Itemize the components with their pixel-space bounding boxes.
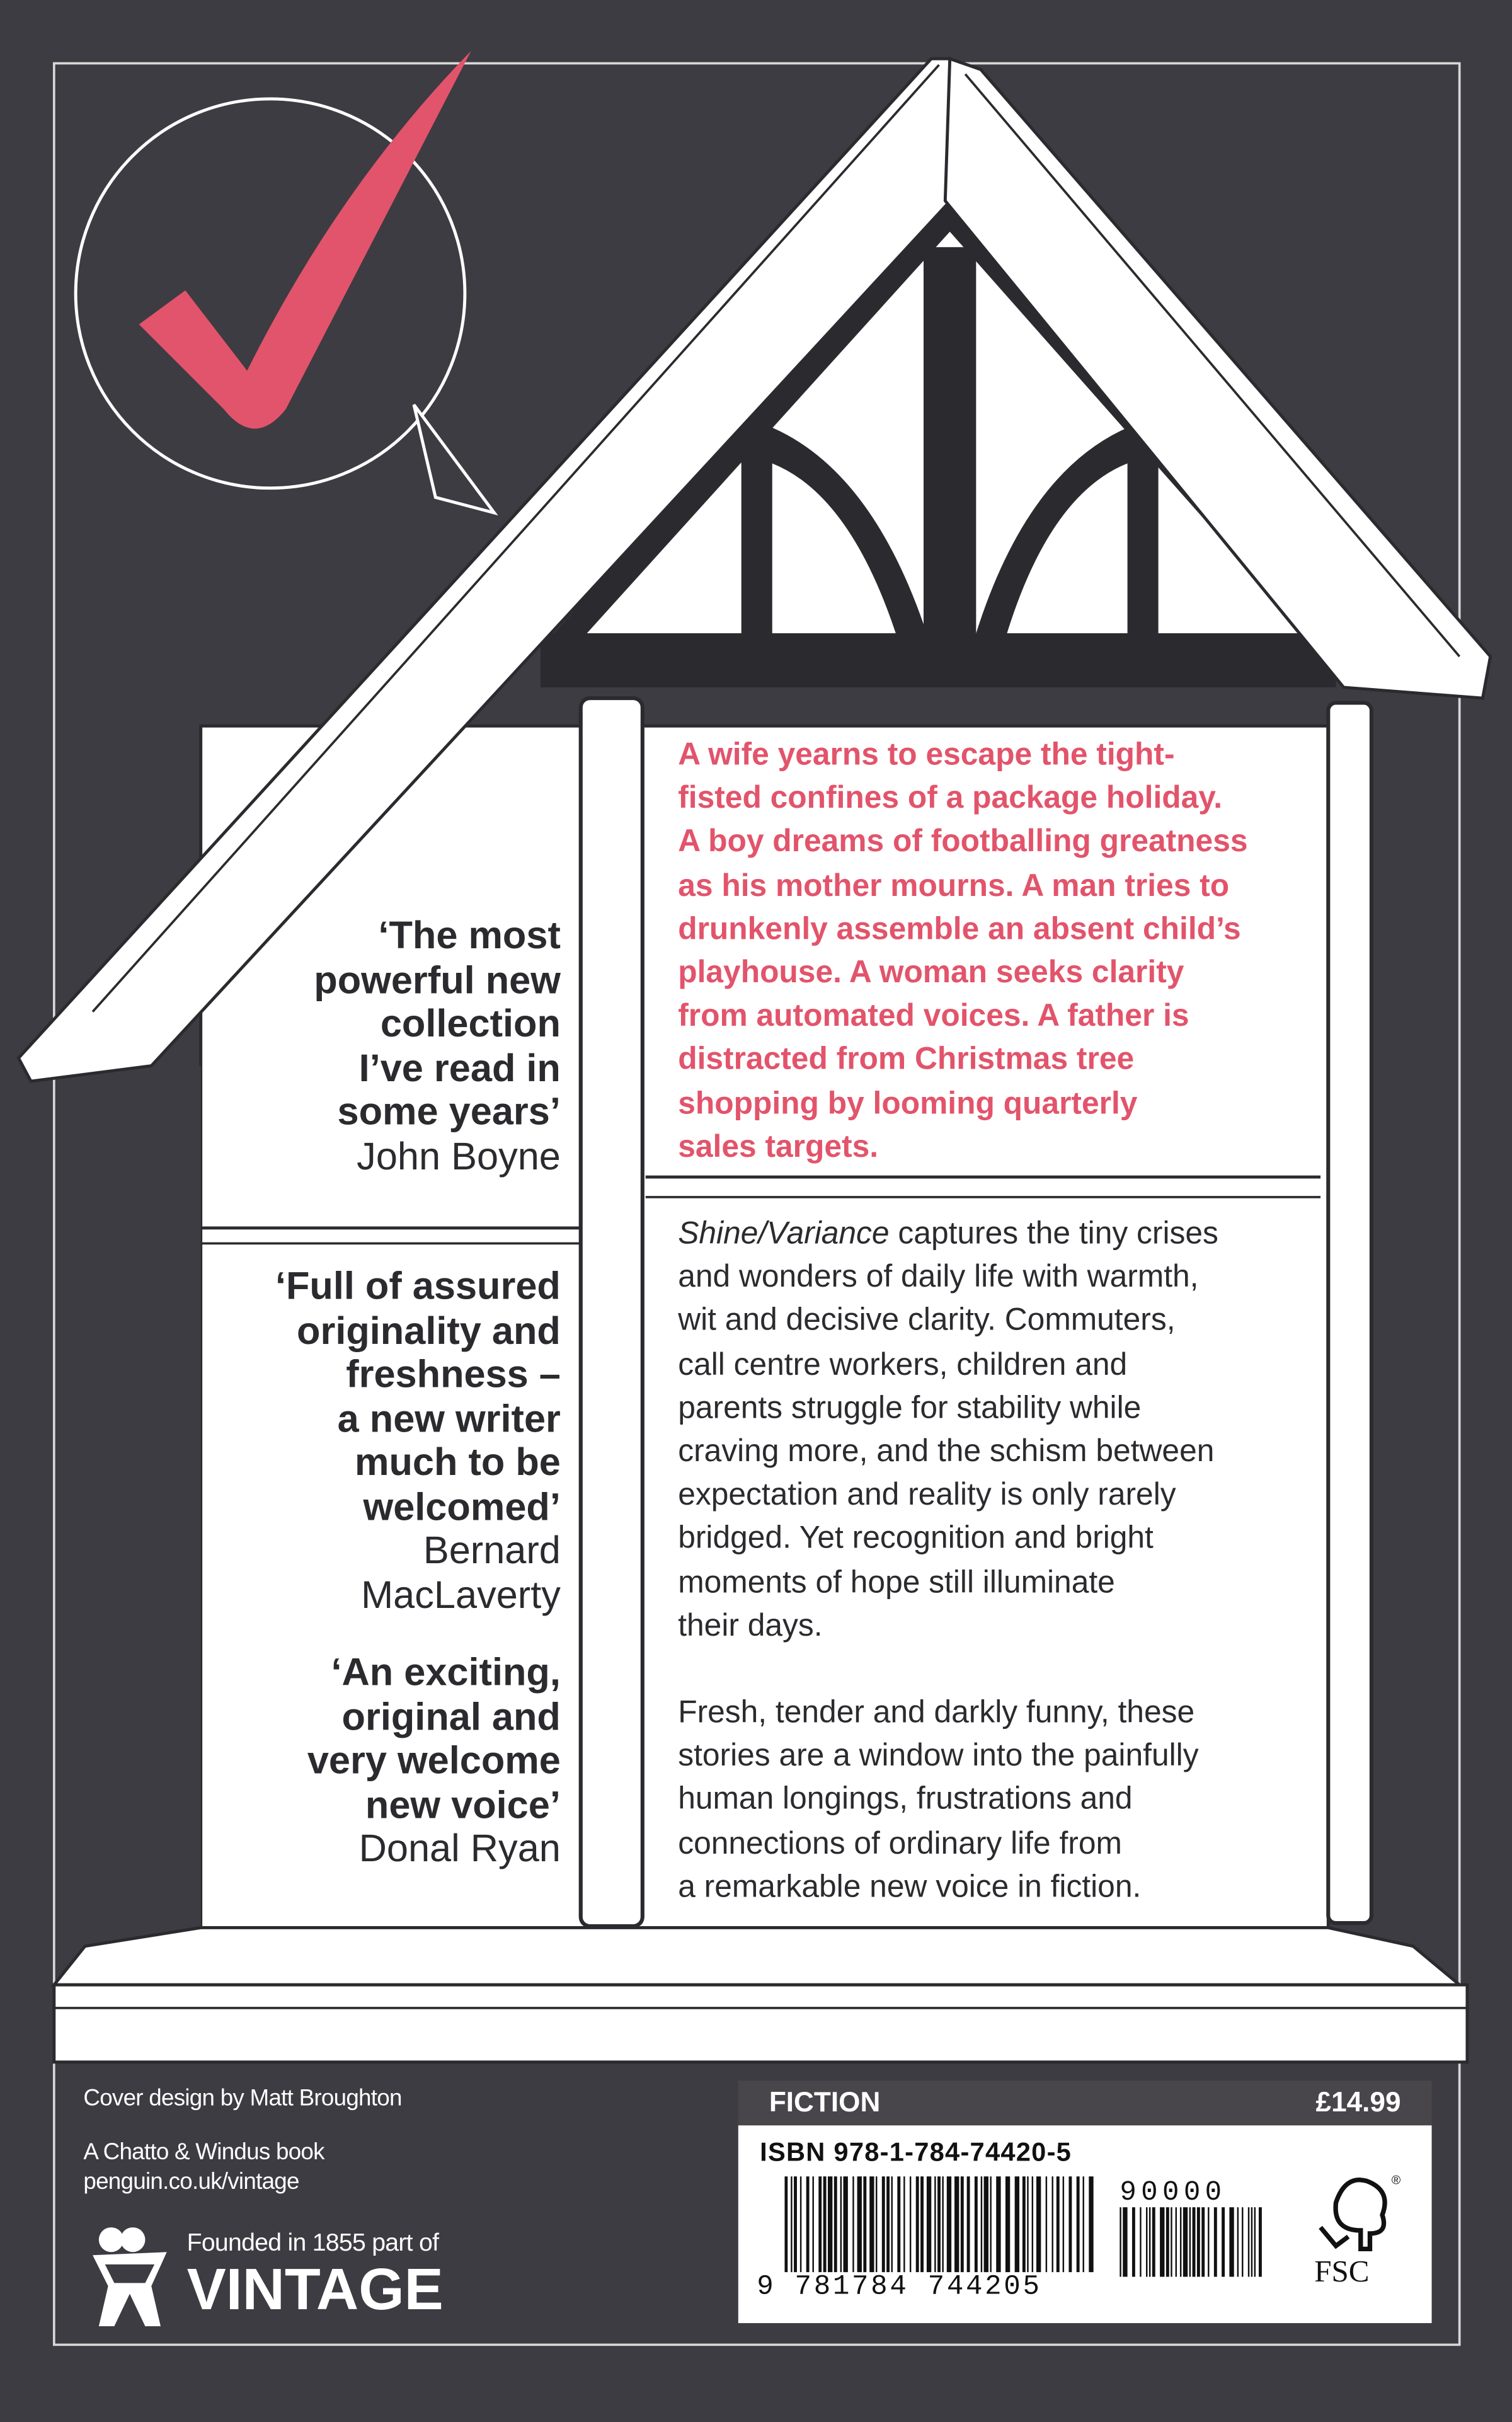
barcode-bar (886, 2176, 890, 2272)
barcode-bar (1251, 2207, 1252, 2276)
price: £14.99 (1315, 2086, 1401, 2118)
blurb-line: moments of hope still illuminate (678, 1565, 1115, 1600)
blurb-line: wit and decisive clarity. Commuters, (678, 1304, 1176, 1338)
barcode-bar (954, 2176, 959, 2272)
barcode-bar (876, 2176, 877, 2272)
quote-line: welcomed’ (363, 1485, 561, 1529)
barcode-bar (891, 2176, 893, 2272)
barcode-header (738, 2081, 1432, 2125)
quote-line: original and (341, 1695, 561, 1739)
barcode-bar (1068, 2176, 1072, 2272)
blurb-paragraph-2 (678, 1691, 1311, 1909)
barcode-bar (1166, 2207, 1169, 2276)
svg-text:®: ® (1391, 2173, 1401, 2188)
barcode-bar (1208, 2207, 1209, 2276)
barcode-bar (1171, 2207, 1172, 2276)
vintage-wordmark: VINTAGE (186, 2258, 444, 2324)
quote-line: ‘Full of assured (275, 1265, 561, 1309)
quote-line: some years’ (337, 1090, 561, 1134)
category-label: FICTION (769, 2086, 881, 2118)
barcode-bar (844, 2176, 848, 2272)
barcode-bar (937, 2176, 941, 2272)
barcode-bar (1229, 2207, 1234, 2276)
barcode-bar (882, 2176, 885, 2272)
barcode-bar (1193, 2207, 1196, 2276)
barcode-bar (984, 2176, 988, 2272)
barcode-bar (1254, 2207, 1256, 2276)
barcode-bar (857, 2176, 862, 2272)
quote-author: John Boyne (357, 1134, 561, 1178)
quote-author: Donal Ryan (358, 1827, 561, 1871)
barcode-bar (910, 2176, 911, 2272)
barcode-bar (1183, 2207, 1188, 2276)
base-platform (54, 1985, 1467, 2062)
barcode-bar (1197, 2207, 1200, 2276)
blurb-highlight (678, 733, 1311, 1169)
blurb-line: and wonders of daily life with warmth, (678, 1260, 1199, 1295)
barcode-bar (1222, 2207, 1225, 2276)
barcode-bar (1201, 2207, 1205, 2276)
barcode-bar (834, 2176, 837, 2272)
barcode-bar (920, 2176, 924, 2272)
blurb-line: as his mother mourns. A man tries to (678, 869, 1230, 904)
quote-author (190, 1529, 561, 1617)
barcode-bar (1057, 2176, 1060, 2272)
quote-line: powerful new (314, 958, 561, 1002)
review-quotes (190, 914, 561, 1905)
blurb-line: captures the tiny crises (898, 1217, 1218, 1251)
barcode-bar (818, 2176, 822, 2272)
barcode-bar (1237, 2207, 1239, 2276)
checkmark-icon (139, 51, 471, 428)
barcode-bar (947, 2176, 951, 2272)
barcode-bar (1149, 2207, 1150, 2276)
barcode-bar (1077, 2176, 1080, 2272)
fsc-tree-icon (1302, 2169, 1411, 2261)
barcode-bar (791, 2176, 792, 2272)
quote-line: a new writer (337, 1397, 561, 1441)
quote-line: much to be (355, 1441, 561, 1484)
column-right (1328, 703, 1372, 1923)
blurb-line: sales targets. (678, 1130, 879, 1165)
barcode-bar (1083, 2176, 1084, 2272)
quote-line: new voice’ (365, 1783, 561, 1827)
blurb-line: stories are a window into the painfully (678, 1739, 1199, 1774)
barcode-bar (990, 2176, 991, 2272)
barcode-bar (1189, 2207, 1191, 2276)
barcode-bar (1032, 2176, 1033, 2272)
book-title: Shine/Variance (678, 1217, 890, 1251)
barcode-bar (1051, 2176, 1053, 2272)
blurb-line: A boy dreams of footballing greatness (678, 825, 1248, 860)
barcode-bar (1089, 2176, 1093, 2272)
barcode-bar (806, 2176, 810, 2272)
vintage-logo-icon (83, 2224, 176, 2326)
barcode-bar (1242, 2207, 1243, 2276)
barcode-bar (1214, 2207, 1217, 2276)
barcode-bar (812, 2176, 813, 2272)
barcode-bar (1120, 2207, 1121, 2276)
checkmark-bubble-icon (76, 51, 494, 513)
quote-line: originality and (297, 1309, 561, 1353)
barcode-bar (942, 2176, 943, 2272)
quote-3 (190, 1651, 561, 1827)
barcode-bar (1036, 2176, 1041, 2272)
barcode-bar (840, 2176, 842, 2272)
column-left (581, 698, 643, 1926)
barcode-bar (1046, 2176, 1047, 2272)
barcode-bar (1176, 2207, 1177, 2276)
barcode-bar (1063, 2176, 1064, 2272)
quote-line: ‘The most (378, 914, 561, 958)
quote-2 (190, 1265, 561, 1529)
quote-line: very welcome (307, 1739, 561, 1783)
barcode-bar (1180, 2207, 1181, 2276)
barcode-bar (916, 2176, 919, 2272)
blurb-line: expectation and reality is only rarely (678, 1478, 1176, 1513)
author-line: Bernard (423, 1529, 561, 1573)
blurb-line: connections of ordinary life from (678, 1827, 1122, 1861)
barcode-bar (1259, 2207, 1262, 2276)
barcode-bar (1248, 2207, 1249, 2276)
barcode-bar (1015, 2176, 1019, 2272)
quote-line: collection (380, 1002, 561, 1046)
barcode-bar (1140, 2207, 1141, 2276)
blurb-line: bridged. Yet recognition and bright (678, 1522, 1154, 1556)
barcode-bar (800, 2176, 801, 2272)
isbn-text: ISBN 978-1-784-74420-5 (760, 2137, 1072, 2167)
blurb-line: Fresh, tender and darkly funny, these (678, 1696, 1195, 1730)
quote-line: I’ve read in (358, 1046, 561, 1090)
blurb-line: A wife yearns to escape the tight- (678, 738, 1175, 772)
imprint: A Chatto & Windus book (83, 2139, 324, 2166)
author-line: MacLaverty (361, 1573, 561, 1617)
blurb-line: fisted confines of a package holiday. (678, 781, 1223, 816)
blurb-line: a remarkable new voice in fiction. (678, 1870, 1142, 1905)
barcode-bar (863, 2176, 866, 2272)
barcode-bar (981, 2176, 982, 2272)
blurb-line: from automated voices. A father is (678, 999, 1189, 1034)
barcode-bar (1132, 2207, 1135, 2276)
barcode-body (738, 2125, 1432, 2323)
blurb-line: distracted from Christmas tree (678, 1043, 1135, 1077)
barcode-bar (1123, 2207, 1127, 2276)
quote-line: freshness – (346, 1353, 561, 1397)
fsc-label: FSC (1314, 2255, 1370, 2290)
website-link[interactable]: penguin.co.uk/vintage (83, 2168, 299, 2195)
ean-digits: 9 781784 744205 (757, 2272, 1042, 2304)
barcode-bar (996, 2176, 1000, 2272)
barcode-bar (961, 2176, 964, 2272)
quote-line: ‘An exciting, (331, 1651, 561, 1695)
quote-1 (190, 914, 561, 1134)
blurb-line: shopping by looming quarterly (678, 1086, 1138, 1121)
blurb-body (678, 1212, 1311, 1952)
barcode-bar (1005, 2176, 1010, 2272)
barcode-bar (903, 2176, 905, 2272)
blurb-line: playhouse. A woman seeks clarity (678, 956, 1184, 990)
barcode-bar (967, 2176, 970, 2272)
barcode-bar (897, 2176, 900, 2272)
blurb-line: parents struggle for stability while (678, 1391, 1142, 1426)
blurb-line: their days. (678, 1609, 823, 1643)
cover-design-credit: Cover design by Matt Broughton (83, 2085, 402, 2112)
barcode-bar (823, 2176, 827, 2272)
barcode-bar (927, 2176, 931, 2272)
barcode-bar (828, 2176, 832, 2272)
addon-digits: 90000 (1120, 2178, 1227, 2209)
barcode-bar (852, 2176, 854, 2272)
blurb-line: human longings, frustrations and (678, 1783, 1133, 1818)
barcode-bar (869, 2176, 874, 2272)
blurb-line: call centre workers, children and (678, 1348, 1128, 1382)
barcode-panel (738, 2081, 1432, 2323)
barcode-bar (1022, 2176, 1026, 2272)
barcode-bar (934, 2176, 936, 2272)
founded-text: Founded in 1855 part of (186, 2230, 439, 2257)
barcode-bar (1152, 2207, 1155, 2276)
blurb-paragraph-1 (678, 1212, 1311, 1648)
blurb-line: craving more, and the schism between (678, 1435, 1215, 1469)
barcode-bar (1160, 2207, 1164, 2276)
barcode-bar (1146, 2207, 1147, 2276)
blurb-line: drunkenly assemble an absent child’s (678, 912, 1241, 947)
barcode-bar (784, 2176, 788, 2272)
barcode-bar (975, 2176, 978, 2272)
barcode-bar (794, 2176, 797, 2272)
barcode-bar (1027, 2176, 1028, 2272)
